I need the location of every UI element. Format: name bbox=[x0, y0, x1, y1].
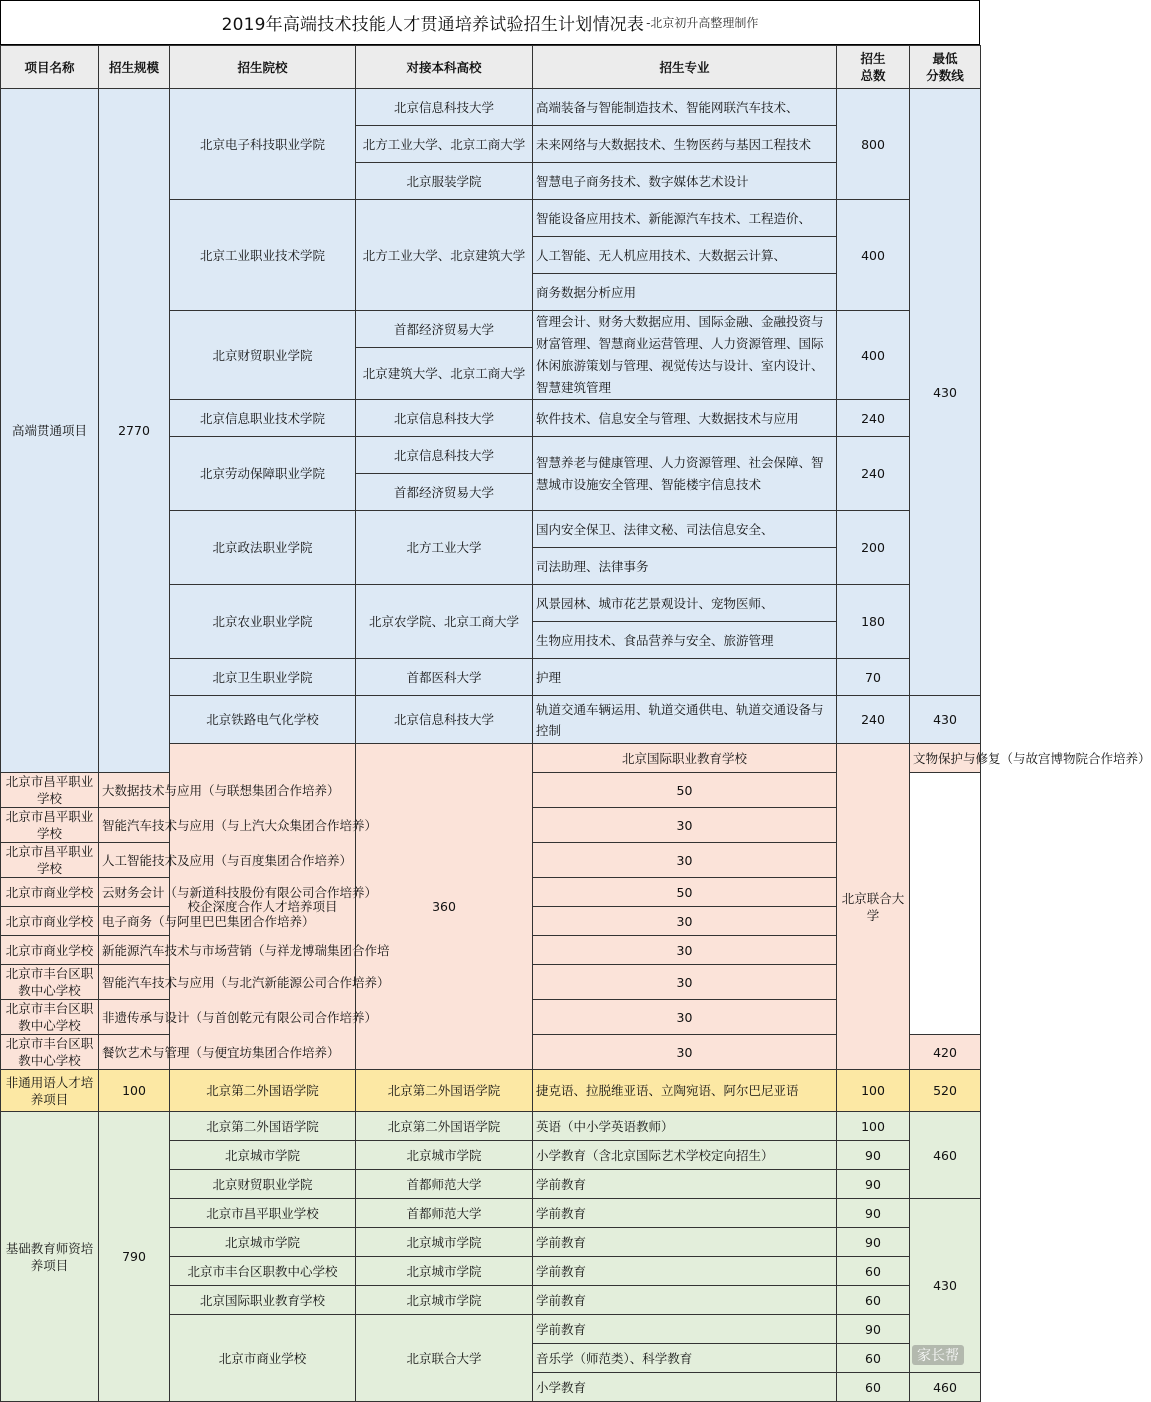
header-major: 招生专业 bbox=[533, 46, 837, 89]
partner-cell: 北京信息科技大学 bbox=[356, 400, 533, 437]
scale-cell: 360 bbox=[356, 744, 533, 1070]
total-cell: 100 bbox=[837, 1070, 910, 1112]
major-cell: 音乐学（师范类）、科学教育 bbox=[533, 1344, 837, 1373]
school-cell: 北京市昌平职业学校 bbox=[1, 773, 99, 808]
major-cell: 管理会计、财务大数据应用、国际金融、金融投资与财富管理、智慧商业运营管理、人力资源管理、国际休闲旅游策划与管理、视觉传达与设计、室内设计、智慧建筑管理 bbox=[533, 311, 837, 400]
school-cell: 北京财贸职业学院 bbox=[170, 311, 356, 400]
header-score: 最低 分数线 bbox=[910, 46, 981, 89]
major-cell: 人工智能、无人机应用技术、大数据云计算、 bbox=[533, 237, 837, 274]
watermark: 家长帮 bbox=[912, 1345, 964, 1365]
partner-cell: 北京城市学院 bbox=[356, 1257, 533, 1286]
major-cell: 学前教育 bbox=[533, 1315, 837, 1344]
partner-cell: 北方工业大学、北京工商大学 bbox=[356, 126, 533, 163]
total-cell: 240 bbox=[837, 400, 910, 437]
score-cell: 430 bbox=[910, 89, 981, 696]
total-cell: 30 bbox=[533, 907, 837, 936]
major-cell: 学前教育 bbox=[533, 1199, 837, 1228]
total-cell: 70 bbox=[837, 659, 910, 696]
major-cell: 轨道交通车辆运用、轨道交通供电、轨道交通设备与控制 bbox=[533, 696, 837, 744]
major-cell: 英语（中小学英语教师） bbox=[533, 1112, 837, 1141]
school-cell: 北京市商业学校 bbox=[1, 907, 99, 936]
total-cell: 60 bbox=[837, 1373, 910, 1402]
header-school: 招生院校 bbox=[170, 46, 356, 89]
major-cell: 电子商务（与阿里巴巴集团合作培养） bbox=[99, 907, 170, 936]
scale-cell: 100 bbox=[99, 1070, 170, 1112]
header-scale: 招生规模 bbox=[99, 46, 170, 89]
table-row bbox=[1, 1112, 981, 1141]
total-cell: 100 bbox=[837, 1112, 910, 1141]
major-cell: 风景园林、城市花艺景观设计、宠物医师、 bbox=[533, 585, 837, 622]
partner-cell: 北京联合大学 bbox=[356, 1315, 533, 1402]
total-cell: 180 bbox=[837, 585, 910, 659]
school-cell: 北京政法职业学院 bbox=[170, 511, 356, 585]
project-name-cell: 非通用语人才培养项目 bbox=[1, 1070, 99, 1112]
school-cell: 北京电子科技职业学院 bbox=[170, 89, 356, 200]
partner-cell: 首都医科大学 bbox=[356, 659, 533, 696]
major-cell: 学前教育 bbox=[533, 1228, 837, 1257]
school-cell: 北京国际职业教育学校 bbox=[170, 1286, 356, 1315]
school-cell: 北京城市学院 bbox=[170, 1228, 356, 1257]
total-cell: 90 bbox=[837, 1170, 910, 1199]
school-cell: 北京市昌平职业学校 bbox=[1, 843, 99, 878]
partner-cell: 北京建筑大学、北京工商大学 bbox=[356, 348, 533, 400]
page-title: 2019年高端技术技能人才贯通培养试验招生计划情况表 bbox=[221, 15, 645, 35]
total-cell: 90 bbox=[837, 1199, 910, 1228]
major-cell: 生物应用技术、食品营养与安全、旅游管理 bbox=[533, 622, 837, 659]
partner-cell: 北京农学院、北京工商大学 bbox=[356, 585, 533, 659]
page-subtitle: -北京初升高整理制作 bbox=[646, 16, 759, 30]
total-cell: 90 bbox=[837, 1315, 910, 1344]
school-cell: 北京铁路电气化学校 bbox=[170, 696, 356, 744]
project-name-cell: 基础教育师资培养项目 bbox=[1, 1112, 99, 1402]
school-cell: 北京市商业学校 bbox=[1, 878, 99, 907]
total-cell: 30 bbox=[533, 1000, 837, 1035]
major-cell: 学前教育 bbox=[533, 1257, 837, 1286]
score-cell: 430 bbox=[910, 696, 981, 744]
partner-cell: 北方工业大学、北京建筑大学 bbox=[356, 200, 533, 311]
partner-cell: 首都经济贸易大学 bbox=[356, 474, 533, 511]
total-cell: 30 bbox=[533, 808, 837, 843]
score-cell: 460 bbox=[910, 1373, 981, 1402]
total-cell: 30 bbox=[533, 965, 837, 1000]
partner-cell: 首都经济贸易大学 bbox=[356, 311, 533, 348]
scale-cell: 790 bbox=[99, 1112, 170, 1402]
school-cell: 北京市丰台区职教中心学校 bbox=[1, 965, 99, 1000]
total-cell: 60 bbox=[837, 1257, 910, 1286]
partner-cell: 北京第二外国语学院 bbox=[356, 1112, 533, 1141]
total-cell: 60 bbox=[837, 1286, 910, 1315]
major-cell: 司法助理、法律事务 bbox=[533, 548, 837, 585]
table-row bbox=[1, 89, 981, 126]
major-cell: 护理 bbox=[533, 659, 837, 696]
header-project: 项目名称 bbox=[1, 46, 99, 89]
total-cell: 50 bbox=[533, 773, 837, 808]
school-cell: 北京第二外国语学院 bbox=[170, 1112, 356, 1141]
total-cell: 30 bbox=[533, 843, 837, 878]
school-cell: 北京农业职业学院 bbox=[170, 585, 356, 659]
total-cell: 400 bbox=[837, 311, 910, 400]
partner-cell: 北方工业大学 bbox=[356, 511, 533, 585]
total-cell: 200 bbox=[837, 511, 910, 585]
header-total: 招生 总数 bbox=[837, 46, 910, 89]
school-cell: 北京国际职业教育学校 bbox=[533, 744, 837, 773]
school-cell: 北京市昌平职业学校 bbox=[170, 1199, 356, 1228]
major-cell: 软件技术、信息安全与管理、大数据技术与应用 bbox=[533, 400, 837, 437]
major-cell: 非遗传承与设计（与首创乾元有限公司合作培养） bbox=[99, 1000, 170, 1035]
table-header-row bbox=[1, 46, 981, 89]
major-cell: 国内安全保卫、法律文秘、司法信息安全、 bbox=[533, 511, 837, 548]
school-cell: 北京市丰台区职教中心学校 bbox=[1, 1035, 99, 1070]
school-cell: 北京信息职业技术学院 bbox=[170, 400, 356, 437]
major-cell: 小学教育 bbox=[533, 1373, 837, 1402]
scale-cell: 2770 bbox=[99, 89, 170, 773]
table-row bbox=[1, 1070, 981, 1112]
partner-cell: 北京第二外国语学院 bbox=[356, 1070, 533, 1112]
total-cell: 240 bbox=[837, 696, 910, 744]
major-cell: 未来网络与大数据技术、生物医药与基因工程技术 bbox=[533, 126, 837, 163]
total-cell: 400 bbox=[837, 200, 910, 311]
partner-cell: 北京联合大学 bbox=[837, 744, 910, 1070]
partner-cell: 北京信息科技大学 bbox=[356, 437, 533, 474]
major-cell: 学前教育 bbox=[533, 1170, 837, 1199]
school-cell: 北京市昌平职业学校 bbox=[1, 808, 99, 843]
project-name-cell: 高端贯通项目 bbox=[1, 89, 99, 773]
major-cell: 商务数据分析应用 bbox=[533, 274, 837, 311]
partner-cell: 首都师范大学 bbox=[356, 1170, 533, 1199]
enrollment-plan-table bbox=[0, 45, 1151, 1402]
partner-cell: 北京服装学院 bbox=[356, 163, 533, 200]
school-cell: 北京工业职业技术学院 bbox=[170, 200, 356, 311]
partner-cell: 北京城市学院 bbox=[356, 1141, 533, 1170]
major-cell: 智能设备应用技术、新能源汽车技术、工程造价、 bbox=[533, 200, 837, 237]
partner-cell: 北京城市学院 bbox=[356, 1228, 533, 1257]
school-cell: 北京市商业学校 bbox=[170, 1315, 356, 1402]
school-cell: 北京市丰台区职教中心学校 bbox=[1, 1000, 99, 1035]
school-cell: 北京财贸职业学院 bbox=[170, 1170, 356, 1199]
major-cell: 文物保护与修复（与故宫博物院合作培养） bbox=[910, 744, 981, 773]
school-cell: 北京卫生职业学院 bbox=[170, 659, 356, 696]
score-cell: 430 bbox=[910, 1199, 981, 1373]
major-cell: 学前教育 bbox=[533, 1286, 837, 1315]
major-cell: 智能汽车技术与应用（与北汽新能源公司合作培养） bbox=[99, 965, 170, 1000]
total-cell: 50 bbox=[533, 878, 837, 907]
school-cell: 北京第二外国语学院 bbox=[170, 1070, 356, 1112]
major-cell: 小学教育（含北京国际艺术学校定向招生） bbox=[533, 1141, 837, 1170]
title-bar bbox=[0, 0, 980, 45]
header-partner: 对接本科高校 bbox=[356, 46, 533, 89]
total-cell: 240 bbox=[837, 437, 910, 511]
school-cell: 北京市商业学校 bbox=[1, 936, 99, 965]
score-cell: 420 bbox=[910, 1035, 981, 1070]
major-cell: 新能源汽车技术与市场营销（与祥龙博瑞集团合作培 bbox=[99, 936, 170, 965]
major-cell: 智能汽车技术与应用（与上汽大众集团合作培养） bbox=[99, 808, 170, 843]
partner-cell: 北京城市学院 bbox=[356, 1286, 533, 1315]
total-cell: 90 bbox=[837, 1141, 910, 1170]
major-cell: 智慧养老与健康管理、人力资源管理、社会保障、智慧城市设施安全管理、智能楼宇信息技术 bbox=[533, 437, 837, 511]
total-cell: 30 bbox=[533, 936, 837, 965]
major-cell: 智慧电子商务技术、数字媒体艺术设计 bbox=[533, 163, 837, 200]
school-cell: 北京市丰台区职教中心学校 bbox=[170, 1257, 356, 1286]
total-cell: 90 bbox=[837, 1228, 910, 1257]
major-cell: 人工智能技术及应用（与百度集团合作培养） bbox=[99, 843, 170, 878]
major-cell: 大数据技术与应用（与联想集团合作培养） bbox=[99, 773, 170, 808]
major-cell: 餐饮艺术与管理（与便宜坊集团合作培养） bbox=[99, 1035, 170, 1070]
score-cell: 520 bbox=[910, 1070, 981, 1112]
total-cell: 30 bbox=[533, 1035, 837, 1070]
major-cell: 云财务会计（与新道科技股份有限公司合作培养） bbox=[99, 878, 170, 907]
project-name-cell: 校企深度合作人才培养项目 bbox=[170, 744, 356, 1070]
partner-cell: 首都师范大学 bbox=[356, 1199, 533, 1228]
major-cell: 捷克语、拉脱维亚语、立陶宛语、阿尔巴尼亚语 bbox=[533, 1070, 837, 1112]
total-cell: 800 bbox=[837, 89, 910, 200]
school-cell: 北京劳动保障职业学院 bbox=[170, 437, 356, 511]
partner-cell: 北京信息科技大学 bbox=[356, 89, 533, 126]
score-cell: 460 bbox=[910, 1112, 981, 1199]
partner-cell: 北京信息科技大学 bbox=[356, 696, 533, 744]
major-cell: 高端装备与智能制造技术、智能网联汽车技术、 bbox=[533, 89, 837, 126]
total-cell: 60 bbox=[837, 1344, 910, 1373]
school-cell: 北京城市学院 bbox=[170, 1141, 356, 1170]
